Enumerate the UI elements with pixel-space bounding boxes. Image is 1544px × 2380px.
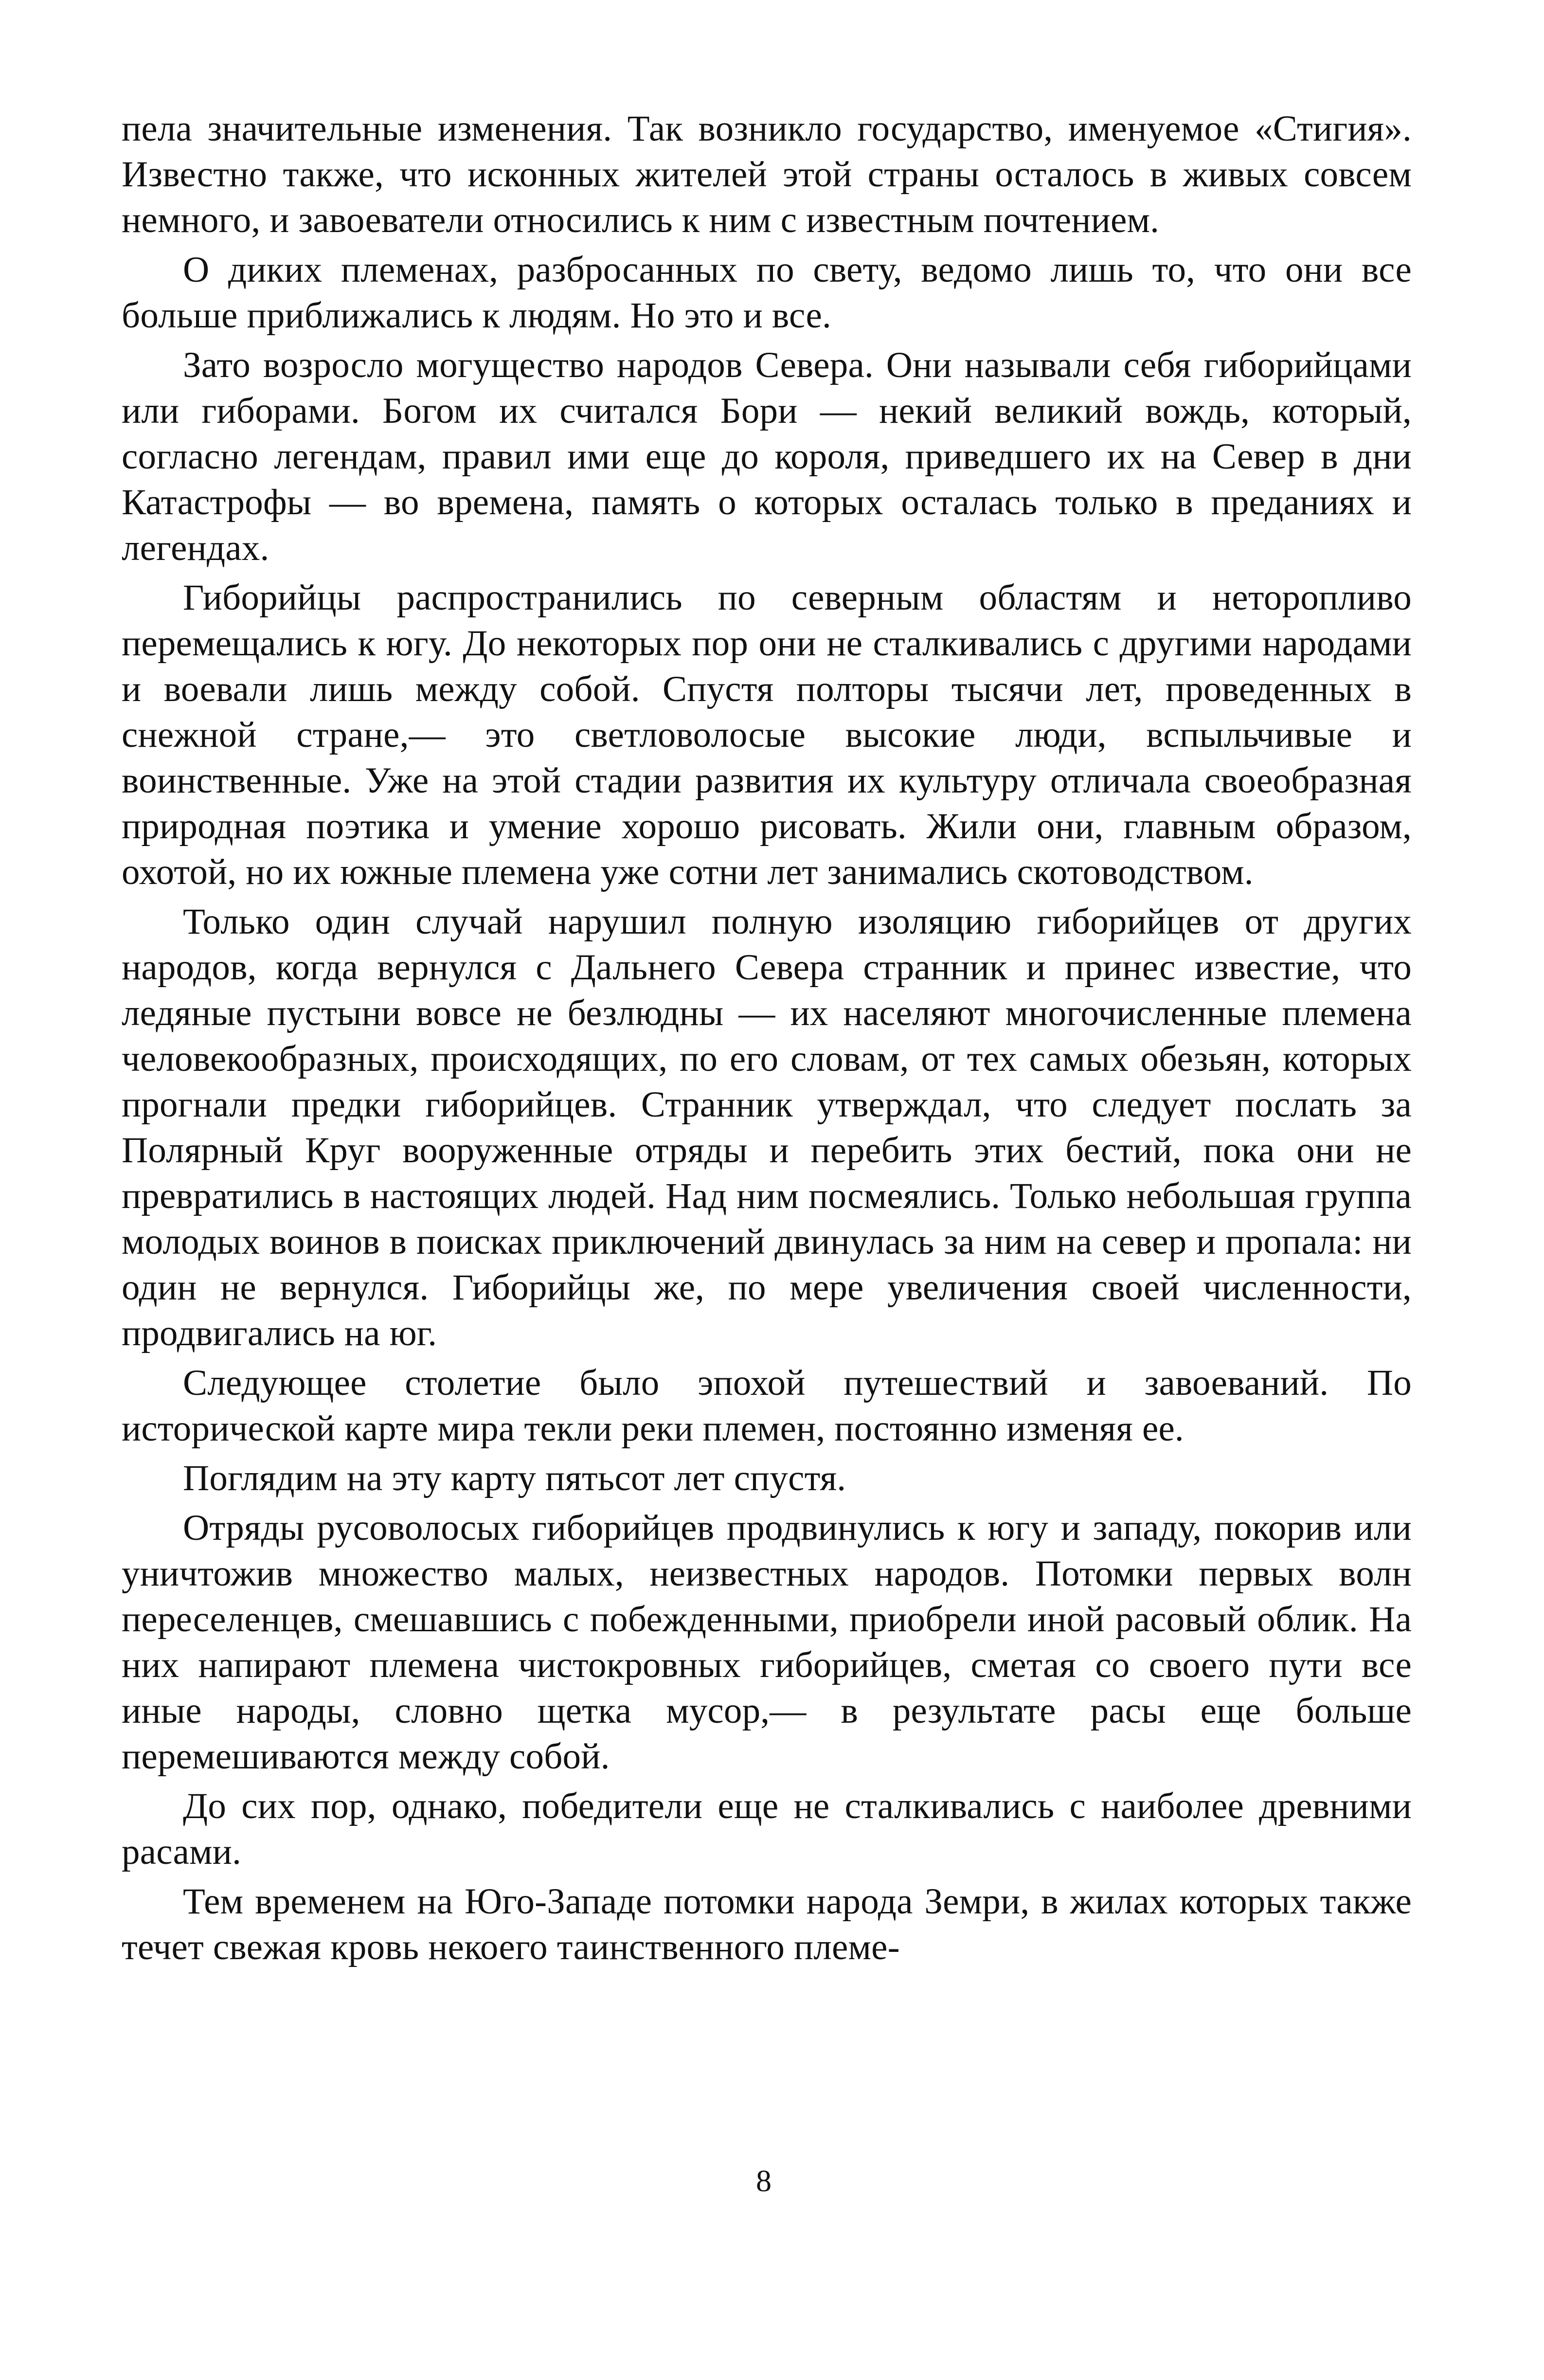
- paragraph-5: Только один случай нарушил полную изоляцию гиборийцев от других народов, когда вернулся с Дальнего Севера странник и принес известие, что ледяные пустыни вовсе не безлюдны — их населяют многочисленные племена человекообразных, происходящих, по его словам, от тех самых обезьян, которых прогнали предки гиборийцев. Странник утверждал, что следует послать за Полярный Круг вооруженные отряды и перебить этих бестий, пока они не превратились в настоящих людей. Над ним посмеялись. Только небольшая группа молодых воинов в поисках приключений двинулась за ним на север и пропала: ни один не вернулся. Гиборийцы же, по мере увеличения своей численности, продвигались на юг.: [122, 902, 1412, 1353]
- paragraph-2: О диких племенах, разбросанных по свету, ведомо лишь то, что они все больше приближались к людям. Но это и все.: [122, 250, 1412, 336]
- paragraph-3: Зато возросло могущество народов Севера. Они называли себя гиборийцами или гиборами. Богом их считался Бори — некий великий вождь, который, согласно легендам, правил ими еще до короля, приведшего их на Север в дни Катастрофы — во времена, память о которых осталась только в преданиях и легендах.: [122, 345, 1412, 568]
- page-number: 8: [756, 2164, 772, 2198]
- paragraph-6: Следующее столетие было эпохой путешествий и завоеваний. По исторической карте мира текли реки племен, постоянно изменяя ее.: [122, 1363, 1412, 1449]
- paragraph-9: До сих пор, однако, победители еще не сталкивались с наиболее древними расами.: [122, 1786, 1412, 1872]
- paragraph-10: Тем временем на Юго-Западе потомки народа Земри, в жилах которых также течет свежая кровь некоего таинственного племе-: [122, 1881, 1412, 1967]
- paragraph-4: Гиборийцы распространились по северным областям и неторопливо перемещались к югу. До некоторых пор они не сталкивались с другими народами и воевали лишь между собой. Спустя полторы тысячи лет, проведенных в снежной стране,— это светловолосые высокие люди, вспыльчивые и воинственные. Уже на этой стадии развития их культуру отличала своеобразная природная поэтика и умение хорошо рисовать. Жили они, главным образом, охотой, но их южные племена уже сотни лет занимались скотоводством.: [122, 577, 1412, 892]
- page-body: [122, 106, 1412, 2344]
- paragraph-7: Поглядим на эту карту пятьсот лет спустя.: [183, 1458, 846, 1498]
- paragraph-1: пела значительные изменения. Так возникло государство, именуемое «Стигия». Известно также, что исконных жителей этой страны осталось в живых совсем немного, и завоеватели относились к ним с известным почтением.: [122, 108, 1412, 240]
- paragraph-8: Отряды русоволосых гиборийцев продвинулись к югу и западу, покорив или уничтожив множество малых, неизвестных народов. Потомки первых волн переселенцев, смешавшись с побежденными, приобрели иной расовый облик. На них напирают племена чистокровных гиборийцев, сметая со своего пути все иные народы, словно щетка мусор,— в результате расы еще больше перемешиваются между собой.: [122, 1508, 1412, 1777]
